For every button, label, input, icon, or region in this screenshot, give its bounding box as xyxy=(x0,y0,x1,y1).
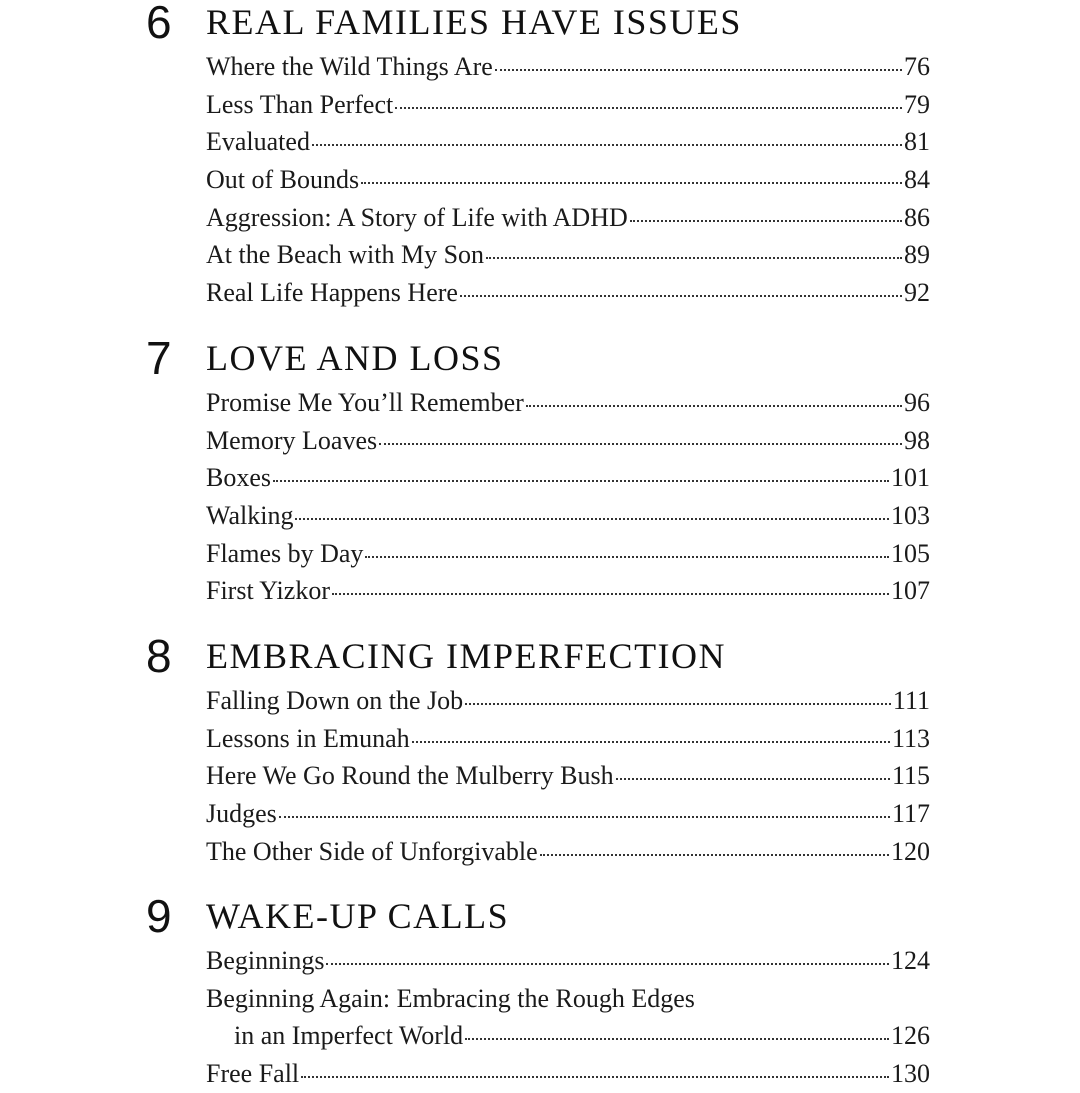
toc-entry[interactable] xyxy=(206,199,930,237)
entry-title-continuation: in an Imperfect World xyxy=(234,1021,464,1051)
chapter-7 xyxy=(0,332,1080,610)
dot-leader xyxy=(301,1076,889,1078)
toc-entry[interactable] xyxy=(206,1055,930,1093)
dot-leader xyxy=(630,220,902,222)
toc-entry[interactable] xyxy=(206,757,930,795)
entry-title: Promise Me You’ll Remember xyxy=(206,388,524,417)
entry-page: 86 xyxy=(904,202,930,232)
dot-leader xyxy=(465,703,891,705)
dot-leader xyxy=(495,69,902,71)
chapter-title: EMBRACING IMPERFECTION xyxy=(206,636,727,676)
toc-entry[interactable] xyxy=(206,123,930,161)
entry-title: Walking xyxy=(206,501,294,531)
dot-leader xyxy=(460,295,902,297)
chapter-heading xyxy=(0,0,1080,48)
entry-page: 76 xyxy=(904,52,930,81)
entry-title: Beginning Again: Embracing the Rough Edges xyxy=(206,983,695,1013)
chapter-9 xyxy=(0,890,1080,1093)
toc-entry[interactable] xyxy=(206,236,930,274)
entry-page: 89 xyxy=(904,240,930,270)
entry-page: 120 xyxy=(891,836,930,866)
chapter-8 xyxy=(0,630,1080,870)
entry-title: The Other Side of Unforgivable xyxy=(206,836,538,866)
entry-title: Falling Down on the Job xyxy=(206,686,464,715)
dot-leader xyxy=(540,854,889,856)
dot-leader xyxy=(486,257,902,259)
dot-leader xyxy=(312,144,902,146)
entry-page: 107 xyxy=(891,576,930,606)
chapter-number: 9 xyxy=(146,890,172,942)
entry-page: 126 xyxy=(891,1021,930,1051)
chapter-title: WAKE-UP CALLS xyxy=(206,896,510,936)
dot-leader xyxy=(332,593,889,595)
entry-page: 130 xyxy=(891,1059,930,1089)
toc-entry[interactable] xyxy=(206,497,930,535)
toc-entry[interactable] xyxy=(206,384,930,422)
dot-leader xyxy=(365,556,889,558)
toc-entry-first-line[interactable] xyxy=(206,980,930,1018)
entry-title: Aggression: A Story of Life with ADHD xyxy=(206,202,628,232)
chapter-number: 7 xyxy=(146,332,172,384)
toc-entry[interactable] xyxy=(206,459,930,497)
entry-title: Flames by Day xyxy=(206,538,364,568)
dot-leader xyxy=(279,816,890,818)
dot-leader xyxy=(616,778,890,780)
dot-leader xyxy=(379,443,902,445)
toc-entry[interactable] xyxy=(206,720,930,758)
entry-page: 105 xyxy=(891,538,930,568)
entry-title: Less Than Perfect xyxy=(206,89,394,119)
toc-entry[interactable] xyxy=(206,86,930,124)
entry-title: First Yizkor xyxy=(206,576,330,606)
entry-page: 84 xyxy=(904,165,930,195)
chapter-title: LOVE AND LOSS xyxy=(206,338,504,378)
chapter-number: 8 xyxy=(146,630,172,682)
toc-entry[interactable] xyxy=(206,795,930,833)
toc-entry[interactable] xyxy=(206,682,930,720)
entry-title: Evaluated xyxy=(206,127,310,157)
chapter-title: REAL FAMILIES HAVE ISSUES xyxy=(206,2,742,42)
entry-page: 96 xyxy=(904,388,930,417)
dot-leader xyxy=(412,741,890,743)
entry-page: 117 xyxy=(891,799,930,829)
dot-leader xyxy=(361,182,902,184)
chapter-heading xyxy=(0,630,1080,682)
entry-page: 115 xyxy=(891,761,930,791)
entry-title: Real Life Happens Here xyxy=(206,278,458,308)
chapter-heading xyxy=(0,332,1080,384)
entry-title: Here We Go Round the Mulberry Bush xyxy=(206,761,614,791)
dot-leader xyxy=(526,405,902,407)
chapter-6 xyxy=(0,0,1080,312)
entry-page: 92 xyxy=(904,278,930,308)
toc-entry[interactable] xyxy=(206,833,930,871)
entry-page: 111 xyxy=(892,686,930,715)
entry-page: 124 xyxy=(891,946,930,975)
toc-entry[interactable] xyxy=(206,274,930,312)
dot-leader xyxy=(326,963,889,965)
toc-entry[interactable] xyxy=(206,161,930,199)
chapter-heading xyxy=(0,890,1080,942)
dot-leader xyxy=(465,1038,889,1040)
entry-title: Judges xyxy=(206,799,277,829)
entry-title: Beginnings xyxy=(206,946,325,975)
entry-title: Boxes xyxy=(206,463,271,493)
toc-entry-continuation[interactable] xyxy=(206,1017,930,1055)
toc-entry[interactable] xyxy=(206,942,930,980)
entry-title: Lessons in Emunah xyxy=(206,723,410,753)
dot-leader xyxy=(295,518,889,520)
entry-page: 113 xyxy=(891,723,930,753)
toc-entry[interactable] xyxy=(206,422,930,460)
entry-title: At the Beach with My Son xyxy=(206,240,485,270)
dot-leader xyxy=(395,107,902,109)
entry-title: Free Fall xyxy=(206,1059,300,1089)
entry-page: 98 xyxy=(904,425,930,455)
entry-title: Out of Bounds xyxy=(206,165,360,195)
entry-title: Memory Loaves xyxy=(206,425,378,455)
entry-page: 103 xyxy=(891,501,930,531)
entry-page: 79 xyxy=(904,89,930,119)
chapter-number: 6 xyxy=(146,0,172,48)
dot-leader xyxy=(273,480,889,482)
toc-entry[interactable] xyxy=(206,572,930,610)
toc-entry[interactable] xyxy=(206,535,930,573)
entry-page: 101 xyxy=(891,463,930,493)
toc-entry[interactable] xyxy=(206,48,930,86)
entry-title: Where the Wild Things Are xyxy=(206,52,493,81)
entry-page: 81 xyxy=(904,127,930,157)
